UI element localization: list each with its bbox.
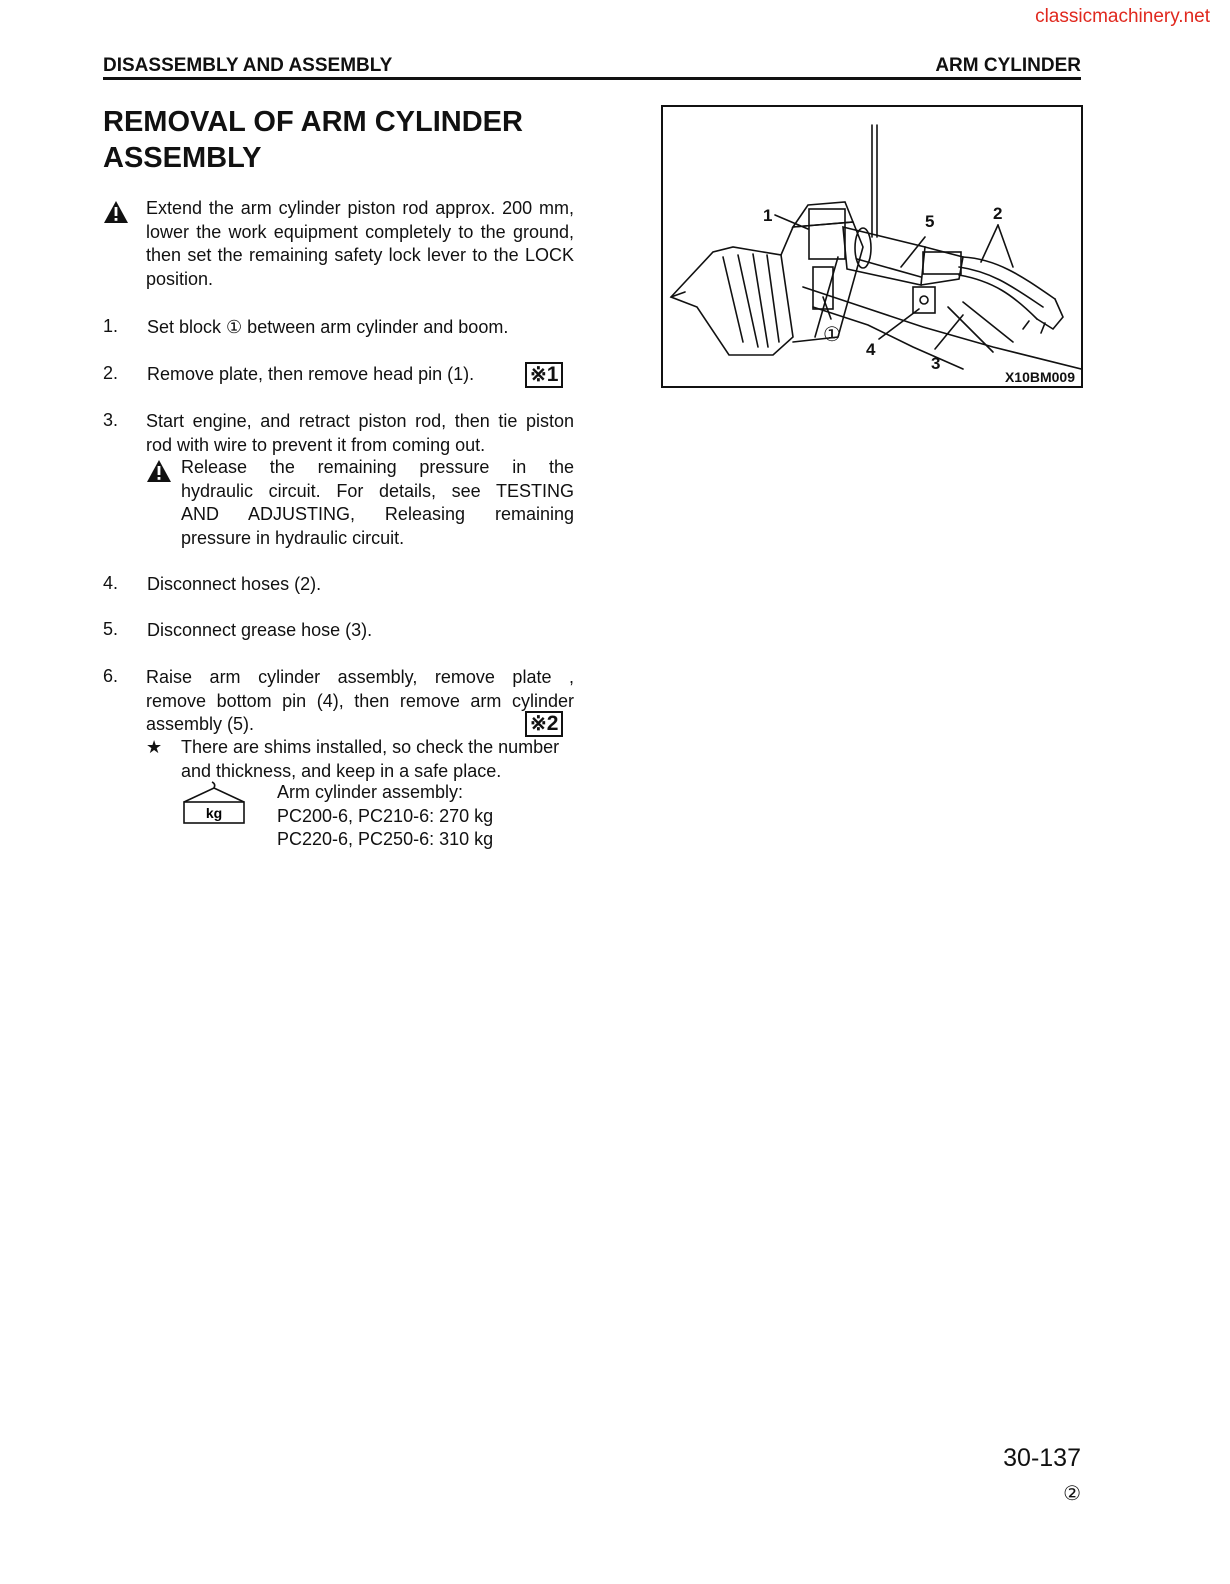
warning-intro xyxy=(146,197,574,291)
step-4-text: Disconnect hoses (2). xyxy=(147,574,322,594)
step-3-line: Start engine, and retract piston rod, then tie piston xyxy=(146,411,574,431)
figure-illustration xyxy=(663,107,1081,386)
step-6-line: remove bottom pin (4), then remove arm cylinder xyxy=(146,690,574,711)
callout-block: ① xyxy=(823,324,841,346)
step-3-warning-line: Release the remaining pressure in the xyxy=(181,457,574,477)
reference-mark-2 xyxy=(525,711,563,737)
weight-icon-label: kg xyxy=(205,805,223,821)
reference-asterisk: ※ xyxy=(530,364,547,386)
weight-line: PC220-6, PC250-6: 310 kg xyxy=(277,829,494,849)
step-6-line: assembly (5). xyxy=(146,714,255,734)
section-header: DISASSEMBLY AND ASSEMBLY xyxy=(103,55,393,76)
star-icon: ★ xyxy=(146,737,163,757)
warning-intro-line: lower the work equipment completely to the ground, xyxy=(146,221,574,242)
revision-mark: ② xyxy=(1063,1483,1081,1505)
warning-intro-line: then set the remaining safety lock lever to the LOCK xyxy=(146,245,574,265)
step-6-note xyxy=(181,736,576,783)
title-line-1: REMOVAL OF ARM CYLINDER xyxy=(103,106,523,138)
step-2-text: Remove plate, then remove head pin (1). xyxy=(147,364,475,384)
callout-2: 2 xyxy=(993,204,1003,223)
step-1-text: Set block ① between arm cylinder and boom. xyxy=(147,317,509,337)
header-rule xyxy=(103,77,1081,80)
callout-1: 1 xyxy=(763,206,773,225)
weight-info xyxy=(277,781,577,852)
reference-number: 1 xyxy=(546,363,559,386)
step-3-warning-line: pressure in hydraulic circuit. xyxy=(181,527,405,548)
step-number: 2. xyxy=(103,363,119,383)
step-3-warning-line: AND ADJUSTING, Releasing remaining xyxy=(181,504,574,524)
weight-line: Arm cylinder assembly: xyxy=(277,782,464,802)
figure-id: X10BM009 xyxy=(1004,369,1075,385)
step-6-line: Raise arm cylinder assembly, remove plate , xyxy=(146,667,574,687)
page-title xyxy=(103,104,523,176)
callout-3: 3 xyxy=(931,354,941,373)
step-number: 4. xyxy=(103,573,119,593)
step-3-line: rod with wire to prevent it from coming out. xyxy=(146,434,486,455)
warning-intro-line: Extend the arm cylinder piston rod approx. 200 mm, xyxy=(146,198,574,218)
step-number: 1. xyxy=(103,316,119,336)
warning-icon xyxy=(146,459,172,483)
page-number: 30-137 xyxy=(1003,1444,1081,1472)
step-number: 5. xyxy=(103,619,119,639)
reference-asterisk: ※ xyxy=(530,713,547,735)
step-number: 3. xyxy=(103,410,119,430)
reference-number: 2 xyxy=(546,712,559,735)
step-3-text xyxy=(146,410,574,457)
warning-icon xyxy=(103,200,129,224)
callout-4: 4 xyxy=(866,340,876,359)
warning-intro-line: position. xyxy=(146,268,214,289)
step-5-text: Disconnect grease hose (3). xyxy=(147,620,373,640)
step-3-warning xyxy=(181,456,574,550)
step-3-warning-line: hydraulic circuit. For details, see TESTING xyxy=(181,480,574,501)
reference-mark-1 xyxy=(525,362,563,388)
weight-line: PC200-6, PC210-6: 270 kg xyxy=(277,805,494,826)
step-6-note-line: There are shims installed, so check the number xyxy=(181,737,560,757)
title-line-2: ASSEMBLY xyxy=(103,142,262,174)
watermark: classicmachinery.net xyxy=(1035,6,1210,27)
weight-icon xyxy=(182,780,246,826)
chapter-header: ARM CYLINDER xyxy=(935,55,1081,76)
step-number: 6. xyxy=(103,666,119,686)
figure-arm-cylinder xyxy=(661,105,1083,388)
step-6-note-line: and thickness, and keep in a safe place. xyxy=(181,760,502,781)
callout-5: 5 xyxy=(925,212,935,231)
step-6-text xyxy=(146,666,574,737)
